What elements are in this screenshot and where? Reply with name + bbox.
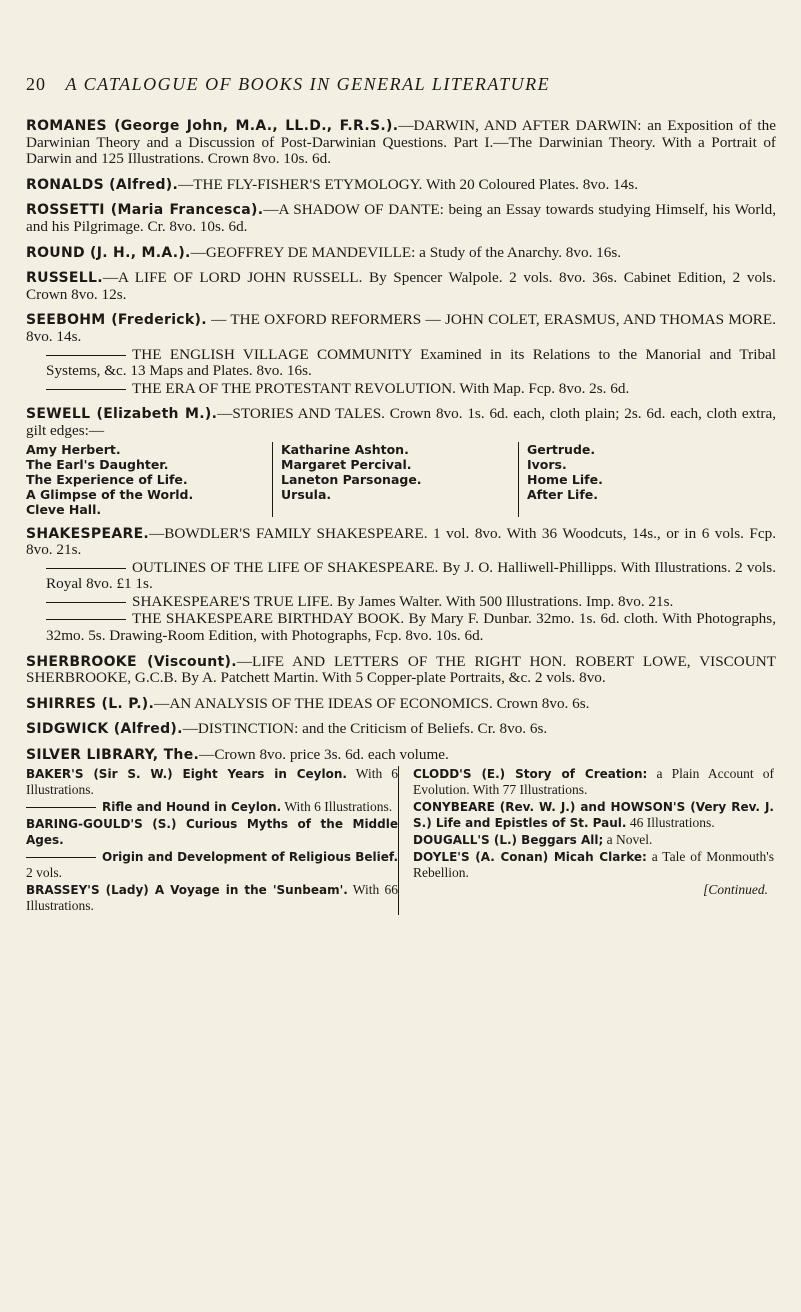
catalogue-entry	[26, 118, 776, 168]
title-column	[272, 442, 518, 517]
sub-entry	[26, 611, 776, 644]
book-details: 46 Illustrations.	[626, 814, 715, 830]
entry-author: ROSSETTI (Maria Francesca).	[26, 202, 264, 219]
silver-book	[26, 882, 398, 914]
entry-author: SHAKESPEARE.	[26, 525, 150, 542]
catalogue-entry	[26, 406, 776, 516]
entry-text	[26, 406, 776, 439]
entry-text	[26, 747, 776, 764]
catalogue-entry	[26, 270, 776, 303]
entry-description: —LIFE AND LETTERS OF THE RIGHT HON. ROBERT LOWE, VISCOUNT SHERBROOKE, G.C.B. By A. Patchett Martin. With 5 Copper-plate Portraits, &c. 2 vols. 8vo.	[26, 652, 776, 687]
book-details: With 6 Illustrations.	[26, 765, 398, 797]
silver-book	[413, 766, 774, 798]
sub-entry-text: SHAKESPEARE'S TRUE LIFE. By James Walter. With 500 Illustrations. Imp. 8vo. 21s.	[132, 592, 674, 610]
catalogue-entry	[26, 654, 776, 687]
entry-description: —Crown 8vo. price 3s. 6d. each volume.	[199, 746, 449, 764]
book-details: a Plain Account of Evolution. With 77 Illustrations.	[413, 765, 775, 797]
silver-book	[26, 849, 398, 881]
ditto-rule	[46, 619, 126, 620]
continued-note: [Continued.	[703, 881, 768, 897]
ditto-rule	[26, 857, 96, 858]
ditto-rule	[46, 602, 126, 603]
entry-description: —DARWIN, AND AFTER DARWIN: an Exposition of the Darwinian Theory and a Discussion of Post-Darwinian Questions. Part I.—The Darwinian Theory. With a Portrait of Darwin and 125 Illustrations. Crown 8vo. 10s. 6d.	[26, 117, 776, 168]
entry-description: —THE FLY-FISHER'S ETYMOLOGY. With 20 Coloured Plates. 8vo. 14s.	[178, 175, 638, 193]
entry-author: SHIRRES (L. P.).	[26, 695, 155, 712]
entry-text	[26, 245, 776, 262]
silver-book	[413, 799, 774, 831]
silver-columns	[26, 766, 776, 915]
catalogue-entry	[26, 177, 776, 194]
catalogue-entries	[26, 118, 776, 924]
book-title: DOUGALL'S (L.) Beggars All;	[413, 832, 604, 847]
silver-book	[413, 832, 774, 848]
book-details: a Novel.	[603, 831, 653, 847]
book-title: Margaret Percival.	[281, 456, 412, 472]
book-title: The Experience of Life.	[26, 471, 188, 487]
entry-description: —AN ANALYSIS OF THE IDEAS OF ECONOMICS. Crown 8vo. 6s.	[154, 694, 590, 712]
ditto-rule	[46, 389, 126, 390]
book-title: After Life.	[527, 486, 598, 502]
book-title: DOYLE'S (A. Conan) Micah Clarke:	[413, 849, 647, 864]
title-columns	[26, 442, 776, 517]
entry-text	[26, 526, 776, 559]
book-title: Origin and Development of Religious Belief.	[102, 849, 399, 864]
book-title: BARING-GOULD'S (S.) Curious Myths of the Middle Ages.	[26, 816, 398, 847]
entry-author: SHERBROOKE (Viscount).	[26, 653, 237, 670]
running-title: A CATALOGUE OF BOOKS IN GENERAL LITERATURE	[65, 74, 551, 94]
sub-entry	[26, 347, 776, 380]
book-title: The Earl's Daughter.	[26, 456, 169, 472]
catalogue-entry	[26, 202, 776, 235]
silver-library-entry	[26, 747, 776, 915]
entry-text	[26, 312, 776, 345]
silver-column-right	[398, 766, 774, 915]
entry-description: —STORIES AND TALES. Crown 8vo. 1s. 6d. each, cloth plain; 2s. 6d. each, cloth extra, gilt edges:—	[26, 405, 776, 439]
entry-text	[26, 721, 776, 738]
book-title: Ursula.	[281, 486, 332, 502]
entry-author: SEWELL (Elizabeth M.).	[26, 406, 218, 423]
silver-column-left	[26, 766, 398, 915]
book-title: Home Life.	[527, 471, 603, 487]
catalogue-entry	[26, 721, 776, 738]
entry-author: SILVER LIBRARY, The.	[26, 747, 200, 764]
entry-text	[26, 177, 776, 194]
entry-description: — THE OXFORD REFORMERS — JOHN COLET, ERASMUS, AND THOMAS MORE. 8vo. 14s.	[26, 311, 776, 345]
sub-entry-text: THE ENGLISH VILLAGE COMMUNITY Examined in its Relations to the Manorial and Tribal Systems, &c. 13 Maps and Plates. 8vo. 16s.	[46, 345, 776, 380]
book-title: BAKER'S (Sir S. W.) Eight Years in Ceylon.	[26, 766, 347, 781]
entry-description: —A LIFE OF LORD JOHN RUSSELL. By Spencer Walpole. 2 vols. 8vo. 36s. Cabinet Edition, 2 vols. Crown 8vo. 12s.	[26, 269, 776, 303]
entry-description: —BOWDLER'S FAMILY SHAKESPEARE. 1 vol. 8vo. With 36 Woodcuts, 14s., or in 6 vols. Fcp. 8vo. 21s.	[26, 524, 776, 559]
entry-text	[26, 654, 776, 687]
silver-book	[26, 816, 398, 848]
entry-description: —A SHADOW OF DANTE: being an Essay towards studying Himself, his World, and his Pilgrimage. Cr. 8vo. 10s. 6d.	[26, 201, 776, 235]
sub-entry-text: THE ERA OF THE PROTESTANT REVOLUTION. With Map. Fcp. 8vo. 2s. 6d.	[132, 379, 630, 397]
book-title: Gertrude.	[527, 441, 596, 457]
ditto-rule	[26, 807, 96, 808]
book-details: With 6 Illustrations.	[281, 798, 393, 814]
catalogue-entry	[26, 245, 776, 262]
entry-description: —GEOFFREY DE MANDEVILLE: a Study of the Anarchy. 8vo. 16s.	[190, 243, 622, 261]
ditto-rule	[46, 355, 126, 356]
entry-author: SEEBOHM (Frederick).	[26, 312, 207, 329]
catalogue-entry	[26, 312, 776, 397]
sub-entry-text: THE SHAKESPEARE BIRTHDAY BOOK. By Mary F. Dunbar. 32mo. 1s. 6d. cloth. With Photographs, 32mo. 5s. Drawing-Room Edition, with Photographs, Fcp. 8vo. 10s. 6d.	[46, 610, 776, 645]
book-title: Katharine Ashton.	[281, 441, 409, 457]
book-title: Rifle and Hound in Ceylon.	[102, 799, 282, 814]
entry-text	[26, 270, 776, 303]
book-title: CLODD'S (E.) Story of Creation:	[413, 766, 648, 781]
ditto-rule	[46, 568, 126, 569]
silver-book	[413, 849, 774, 881]
entry-description: —DISTINCTION: and the Criticism of Beliefs. Cr. 8vo. 6s.	[182, 720, 548, 738]
entry-author: ROUND (J. H., M.A.).	[26, 244, 191, 261]
sub-entry	[26, 594, 776, 611]
silver-book	[26, 799, 398, 815]
sub-entry	[26, 381, 776, 398]
page-number: 20	[26, 74, 46, 94]
entry-text	[26, 696, 776, 713]
catalogue-entry	[26, 526, 776, 645]
sub-entry-text: OUTLINES OF THE LIFE OF SHAKESPEARE. By J. O. Halliwell-Phillipps. With Illustrations. 2 vols. Royal 8vo. £1 1s.	[46, 558, 776, 593]
book-title: Cleve Hall.	[26, 501, 102, 517]
silver-book	[26, 766, 398, 798]
entry-author: RUSSELL.	[26, 270, 103, 287]
book-title: BRASSEY'S (Lady) A Voyage in the 'Sunbeam'.	[26, 882, 348, 897]
book-details: 2 vols.	[26, 864, 63, 880]
book-title: A Glimpse of the World.	[26, 486, 194, 502]
entry-text	[26, 118, 776, 168]
book-details: With 66 Illustrations.	[26, 881, 398, 913]
book-title: Amy Herbert.	[26, 441, 121, 457]
sub-entry	[26, 560, 776, 593]
book-title: CONYBEARE (Rev. W. J.) and HOWSON'S (Very Rev. J. S.) Life and Epistles of St. Paul.	[413, 799, 774, 830]
entry-author: RONALDS (Alfred).	[26, 176, 179, 193]
book-details: a Tale of Monmouth's Rebellion.	[413, 848, 774, 880]
entry-author: ROMANES (George John, M.A., LL.D., F.R.S.).	[26, 118, 399, 134]
title-column	[518, 442, 718, 517]
entry-text	[26, 202, 776, 235]
entry-author: SIDGWICK (Alfred).	[26, 721, 183, 738]
title-column	[26, 442, 272, 517]
page-header	[26, 74, 774, 95]
catalogue-entry	[26, 696, 776, 713]
book-title: Laneton Parsonage.	[281, 471, 422, 487]
book-title: Ivors.	[527, 456, 567, 472]
